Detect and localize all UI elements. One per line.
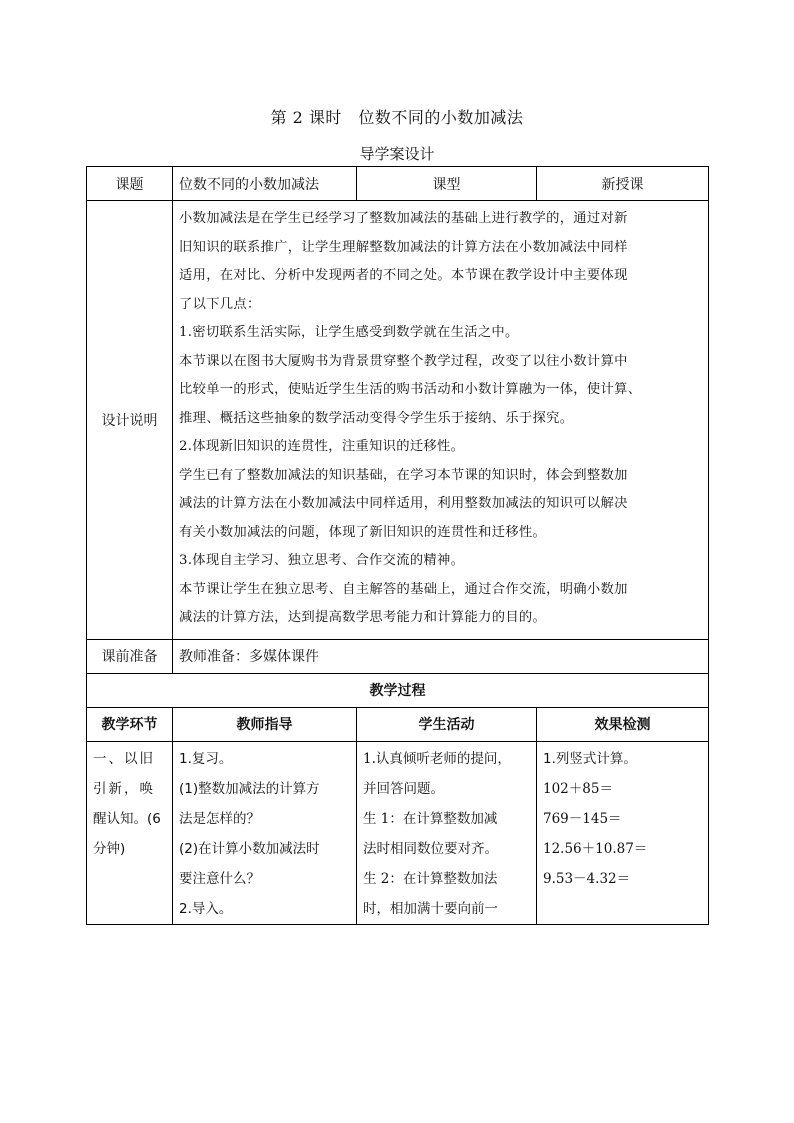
stage-line: 分钟): [93, 840, 126, 857]
process-header-row: [87, 707, 709, 741]
teacher-line: 1.复习。: [179, 750, 233, 767]
prep-row: [87, 639, 709, 673]
check-line: 12.56＋10.87＝: [543, 840, 648, 857]
student-line: 生 1：在计算整数加减: [363, 810, 498, 827]
process-title-row: [87, 673, 709, 707]
student-line: 并回答问题。: [363, 780, 444, 797]
design-line: 有关小数加减法的问题，体现了新旧知识的连贯性和迁移性。: [179, 524, 547, 540]
design-line: 学生已有了整数加减法的知识基础，在学习本节课的知识时，体会到整数加: [179, 467, 628, 483]
design-description: [173, 201, 709, 640]
topic-row: [87, 167, 709, 201]
teacher-line: (2)在计算小数加减法时: [179, 840, 320, 857]
topic-value: 位数不同的小数加减法: [173, 167, 357, 201]
type-value: 新授课: [537, 167, 709, 201]
prep-value: 教师准备：多媒体课件: [173, 639, 709, 673]
stage-line: 一、以旧: [93, 750, 155, 767]
design-line: 减法的计算方法在小数加减法中同样适用，利用整数加减法的知识可以解决: [179, 496, 628, 511]
teacher-line: (1)整数加减法的计算方: [179, 780, 320, 797]
col-header-check: 效果检测: [537, 707, 709, 741]
design-line: 旧知识的联系推广，让学生理解整数加减法的计算方法在小数加减法中同样: [179, 239, 628, 255]
check-line: 1.列竖式计算。: [543, 750, 637, 767]
type-label: 课型: [357, 167, 537, 201]
check-line: 9.53－4.32＝: [543, 870, 631, 887]
page-subtitle: 导学案设计: [359, 145, 435, 163]
teacher-line: 法是怎样的？: [179, 810, 260, 827]
lesson-plan-table: [86, 166, 709, 925]
col-header-stage: 教学环节: [87, 707, 173, 741]
check-cell: [537, 741, 709, 924]
check-line: 769－145＝: [543, 810, 622, 827]
design-line: 小数加减法是在学生已经学习了整数加减法的基础上进行教学的，通过对新: [179, 211, 628, 226]
student-line: 法时相同数位要对齐。: [363, 840, 498, 857]
design-label: 设计说明: [87, 201, 173, 640]
stage-line: 引新，唤: [93, 780, 155, 797]
design-line: 适用，在对比、分析中发现两者的不同之处。本节课在教学设计中主要体现: [179, 268, 628, 283]
student-cell: [357, 741, 537, 924]
design-line: 比较单一的形式，使贴近学生生活的购书活动和小数计算融为一体，使计算、: [179, 382, 642, 397]
design-line: 本节课让学生在独立思考、自主解答的基础上，通过合作交流，明确小数加: [179, 581, 628, 597]
student-line: 生 2：在计算整数加法: [363, 870, 498, 887]
design-line: 推理、概括这些抽象的数学活动变得令学生乐于接纳、乐于探究。: [179, 410, 574, 426]
col-header-student: 学生活动: [357, 707, 537, 741]
design-line: 了以下几点：: [179, 296, 261, 312]
process-title: 教学过程: [87, 673, 709, 707]
stage-cell: [87, 741, 173, 924]
check-line: 102＋85＝: [543, 780, 613, 797]
page-title: 第 2 课时 位数不同的小数加减法: [270, 108, 524, 127]
col-header-teacher: 教师指导: [173, 707, 357, 741]
design-point-3: 3.体现自主学习、独立思考、合作交流的精神。: [179, 553, 465, 568]
teacher-line: 2.导入。: [179, 900, 233, 917]
student-line: 1.认真倾听老师的提问，: [363, 750, 511, 767]
design-row: [87, 201, 709, 640]
teacher-line: 要注意什么？: [179, 870, 260, 887]
design-line: 本节课以在图书大厦购书为背景贯穿整个教学过程，改变了以往小数计算中: [179, 353, 628, 369]
design-line: 减法的计算方法，达到提高数学思考能力和计算能力的目的。: [179, 610, 547, 625]
stage-line: 醒认知。(6: [93, 810, 161, 827]
design-point-2: 2.体现新旧知识的连贯性，注重知识的迁移性。: [179, 439, 465, 454]
prep-label: 课前准备: [87, 639, 173, 673]
design-point-1: 1.密切联系生活实际，让学生感受到数学就在生活之中。: [179, 325, 519, 340]
teacher-cell: [173, 741, 357, 924]
student-line: 时，相加满十要向前一: [363, 900, 498, 917]
topic-label: 课题: [87, 167, 173, 201]
process-row: [87, 741, 709, 924]
